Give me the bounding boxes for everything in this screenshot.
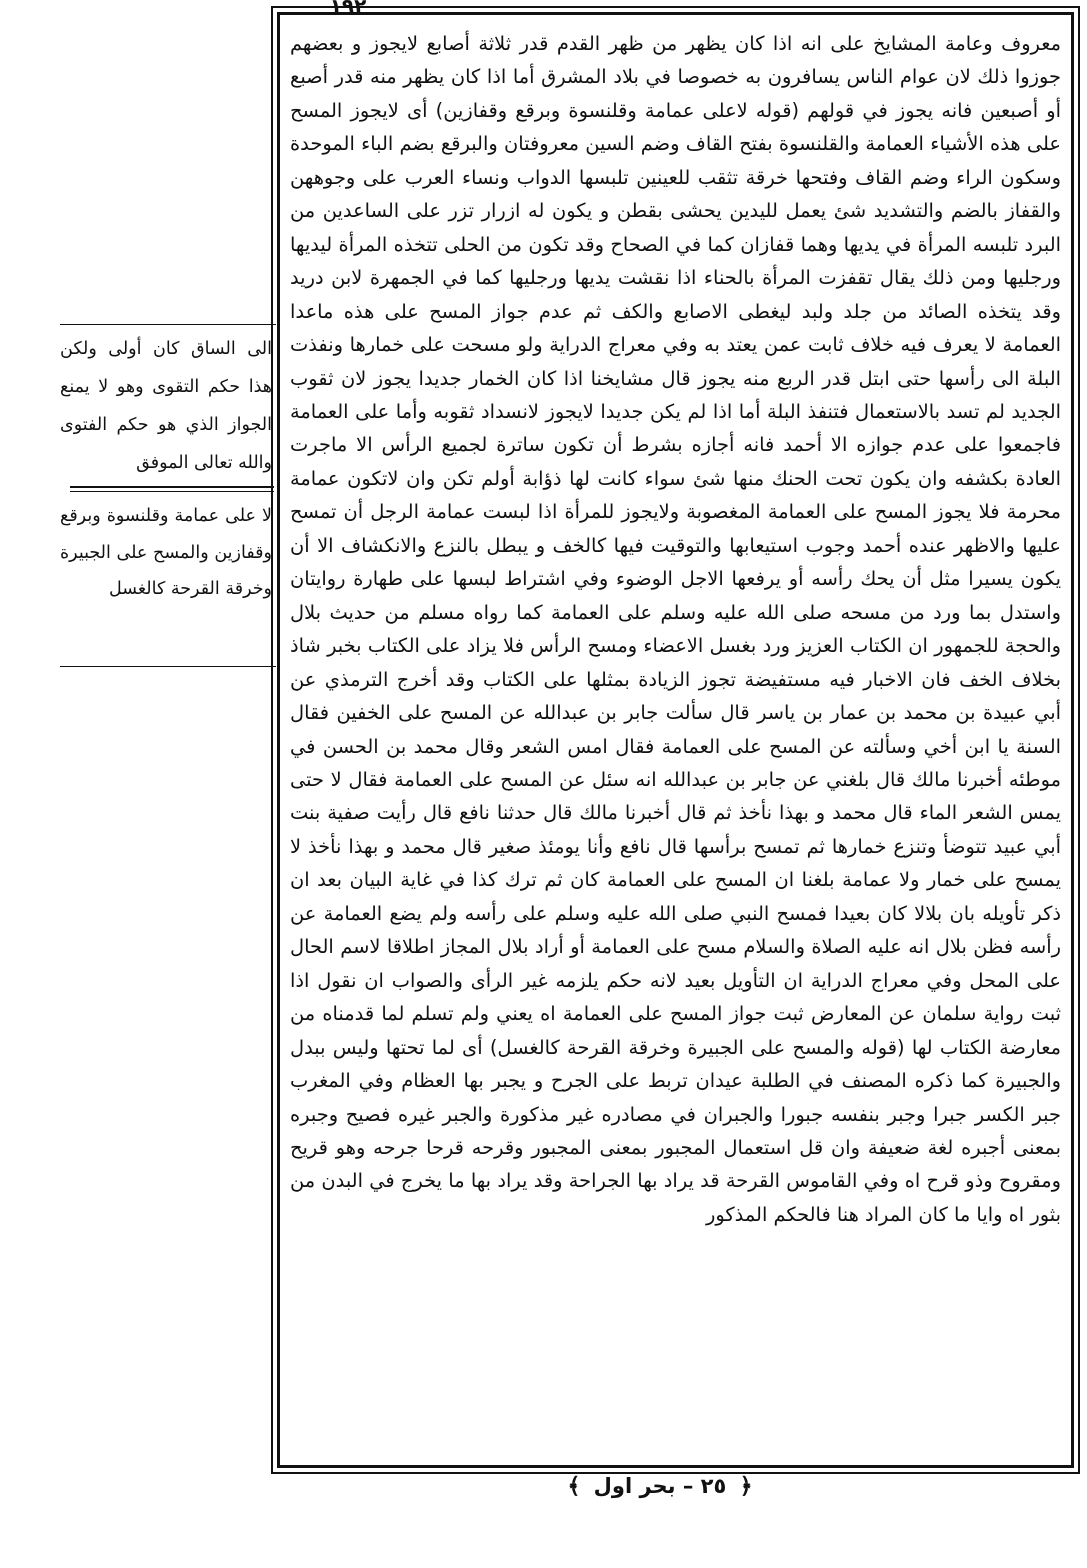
margin-divider	[70, 486, 274, 488]
margin-divider-thin	[70, 491, 274, 492]
main-text-block	[290, 27, 1061, 1455]
margin-note-text: الى الساق كان أولى ولكن هذا حكم التقوى وهو لا يمنع الجواز الذي هو حكم الفتوى والله تعالى الموفق	[60, 339, 272, 473]
page-footer	[540, 1474, 780, 1499]
page-number: ۱۹۲	[329, 0, 367, 18]
margin-note	[60, 330, 272, 482]
margin-rule-bottom	[60, 666, 276, 667]
main-text: معروف وعامة المشايخ على انه اذا كان يظهر من ظهر القدم قدر ثلاثة أصابع لايجوز و بعضهم جوزوا ذلك لان عوام الناس يسافرون به خصوصا في بلاد المشرق أما اذا كان يظهر منه قدر أصبع أو أصبعين فانه يجوز في قولهم (قوله لاعلى عمامة وقلنسوة وبرقع وقفازين) أى لايجوز المسح على هذه الأشياء العمامة والقلنسوة بفتح القاف وضم السين معروفتان والبرقع بضم الباء الموحدة وسكون الراء وضم القاف وفتحها خرقة تثقب للعينين تلبسها الدواب ونساء العرب على وجوههن والقفاز بالضم والتشديد شئ يعمل لليدين يحشى بقطن و يكون له ازرار تزر على الساعدين من البرد تلبسه المرأة في يديها وهما قفازان كما في الصحاح وقد تكون من الحلى تتخذه المرأة ليديها ورجليها ومن ذلك يقال تقفزت المرأة بالحناء اذا نقشت يديها ورجليها كما في الجمهرة لابن دريد وقد يتخذه الصائد من جلد ولبد ليغطى الاصابع والكف ثم عدم جواز المسح على هذه ماعدا العمامة لا يعرف فيه خلاف ثابت عمن يعتد به وفي معراج الدراية ولو مسحت على خمارها ونفذت البلة الى رأسها حتى ابتل قدر الربع منه يجوز قال مشايخنا اذا كان الخمار جديدا يجوز لان ثقوب الجديد لم تسد بالاستعمال فتنفذ البلة أما اذا لم يكن جديدا لايجوز لانسداد ثقوبه وأما على العمامة فاجمعوا على عدم جوازه الا أحمد فانه أجازه بشرط أن تكون ساترة لجميع الرأس الا ماجرت العادة بكشفه وان يكون تحت الحنك منها شئ سواء كانت لها ذؤابة أولم تكن وان لاتكون عمامة محرمة فلا يجوز المسح على العمامة المغصوبة ولايجوز للمرأة اذا لبست عمامة الرجل أن تمسح عليها والاظهر عنده أحمد وجوب استيعابها والتوقيت فيها كالخف و يبطل بالنزع والانكشاف الا أن يكون يسيرا مثل أن يحك رأسه أو يرفعها الاجل الوضوء وفي اشتراط لبسها على طهارة روايتان واستدل بما ورد من مسحه صلى الله عليه وسلم على العمامة كما رواه مسلم من حديث بلال والحجة للجمهور ان الكتاب العزيز ورد بغسل الاعضاء ومسح الرأس فلا يزاد على الكتاب بخبر شاذ بخلاف الخف فان الاخبار فيه مستفيضة تجوز الزيادة بمثلها على الكتاب وقد أخرج الترمذي عن أبي عبيدة بن محمد بن عمار بن ياسر قال سألت جابر بن عبدالله عن المسح على الخفين فقال السنة يا ابن أخي وسألته عن المسح على العمامة فقال امس الشعر وقال محمد بن الحسن في موطئه أخبرنا مالك قال بلغني عن جابر بن عبدالله انه سئل عن المسح على العمامة فقال لا حتى يمس الشعر الماء قال محمد و بهذا نأخذ ثم قال أخبرنا مالك قال حدثنا نافع قال رأيت صفية بنت أبي عبيد تتوضأ وتنزع خمارها ثم تمسح برأسها قال نافع وأنا يومئذ صغير قال محمد و بهذا نأخذ لا يمسح على خمار ولا عمامة بلغنا ان المسح على العمامة كان ثم ترك كذا في غاية البيان بعد ان ذكر تأويله بان بلالا كان بعيدا فمسح النبي صلى الله عليه وسلم على رأسه ولم يضع العمامة عن رأسه فظن بلال انه عليه الصلاة والسلام مسح على العمامة أو أراد بلال المجاز اطلاقا لاسم الحال على المحل وفي معراج الدراية ان التأويل بعيد لانه حكم يلزمه غير الرأى والصواب ان نقول اذا ثبت رواية سلمان عن المعارض ثبت جواز المسح على العمامة اه يعني ولم تسلم لما قدمناه من معارضة الكتاب لها (قوله والمسح على الجبيرة وخرقة القرحة كالغسل) أى لما تحتها وليس ببدل والجبيرة كما ذكره المصنف في الطلبة عيدان تربط على الجرح و يجبر بها العظام وفي المغرب جبر الكسر جبرا وجبر بنفسه جبورا والجبران في مصادره غير مذكورة والجبر غيره فصيح وجبره بمعنى أجبره لغة ضعيفة وان قل استعمال المجبور بمعنى المجبور وقرحه قرحا جرحه وهو قريح ومقروح وذو قرح اه وفي القاموس القرحة قد يراد بها الجراحة وقد يراد بها ما يخرج في البدن من بثور اه وايا ما كان المراد هنا فالحكم المذكور	[290, 32, 1061, 1226]
margin-rule-top	[60, 324, 276, 325]
margin-matn	[60, 498, 272, 608]
footer-signature: ٢٥ – بحر اول	[593, 1474, 727, 1498]
margin-matn-text: لا على عمامة وقلنسوة وبرقع وقفازين والمسح على الجبيرة وخرقة القرحة كالغسل	[60, 506, 272, 599]
footer-close-bracket: ﴾	[567, 1474, 581, 1499]
main-text-frame	[277, 12, 1074, 1468]
footer-open-bracket: ﴿	[739, 1474, 753, 1499]
